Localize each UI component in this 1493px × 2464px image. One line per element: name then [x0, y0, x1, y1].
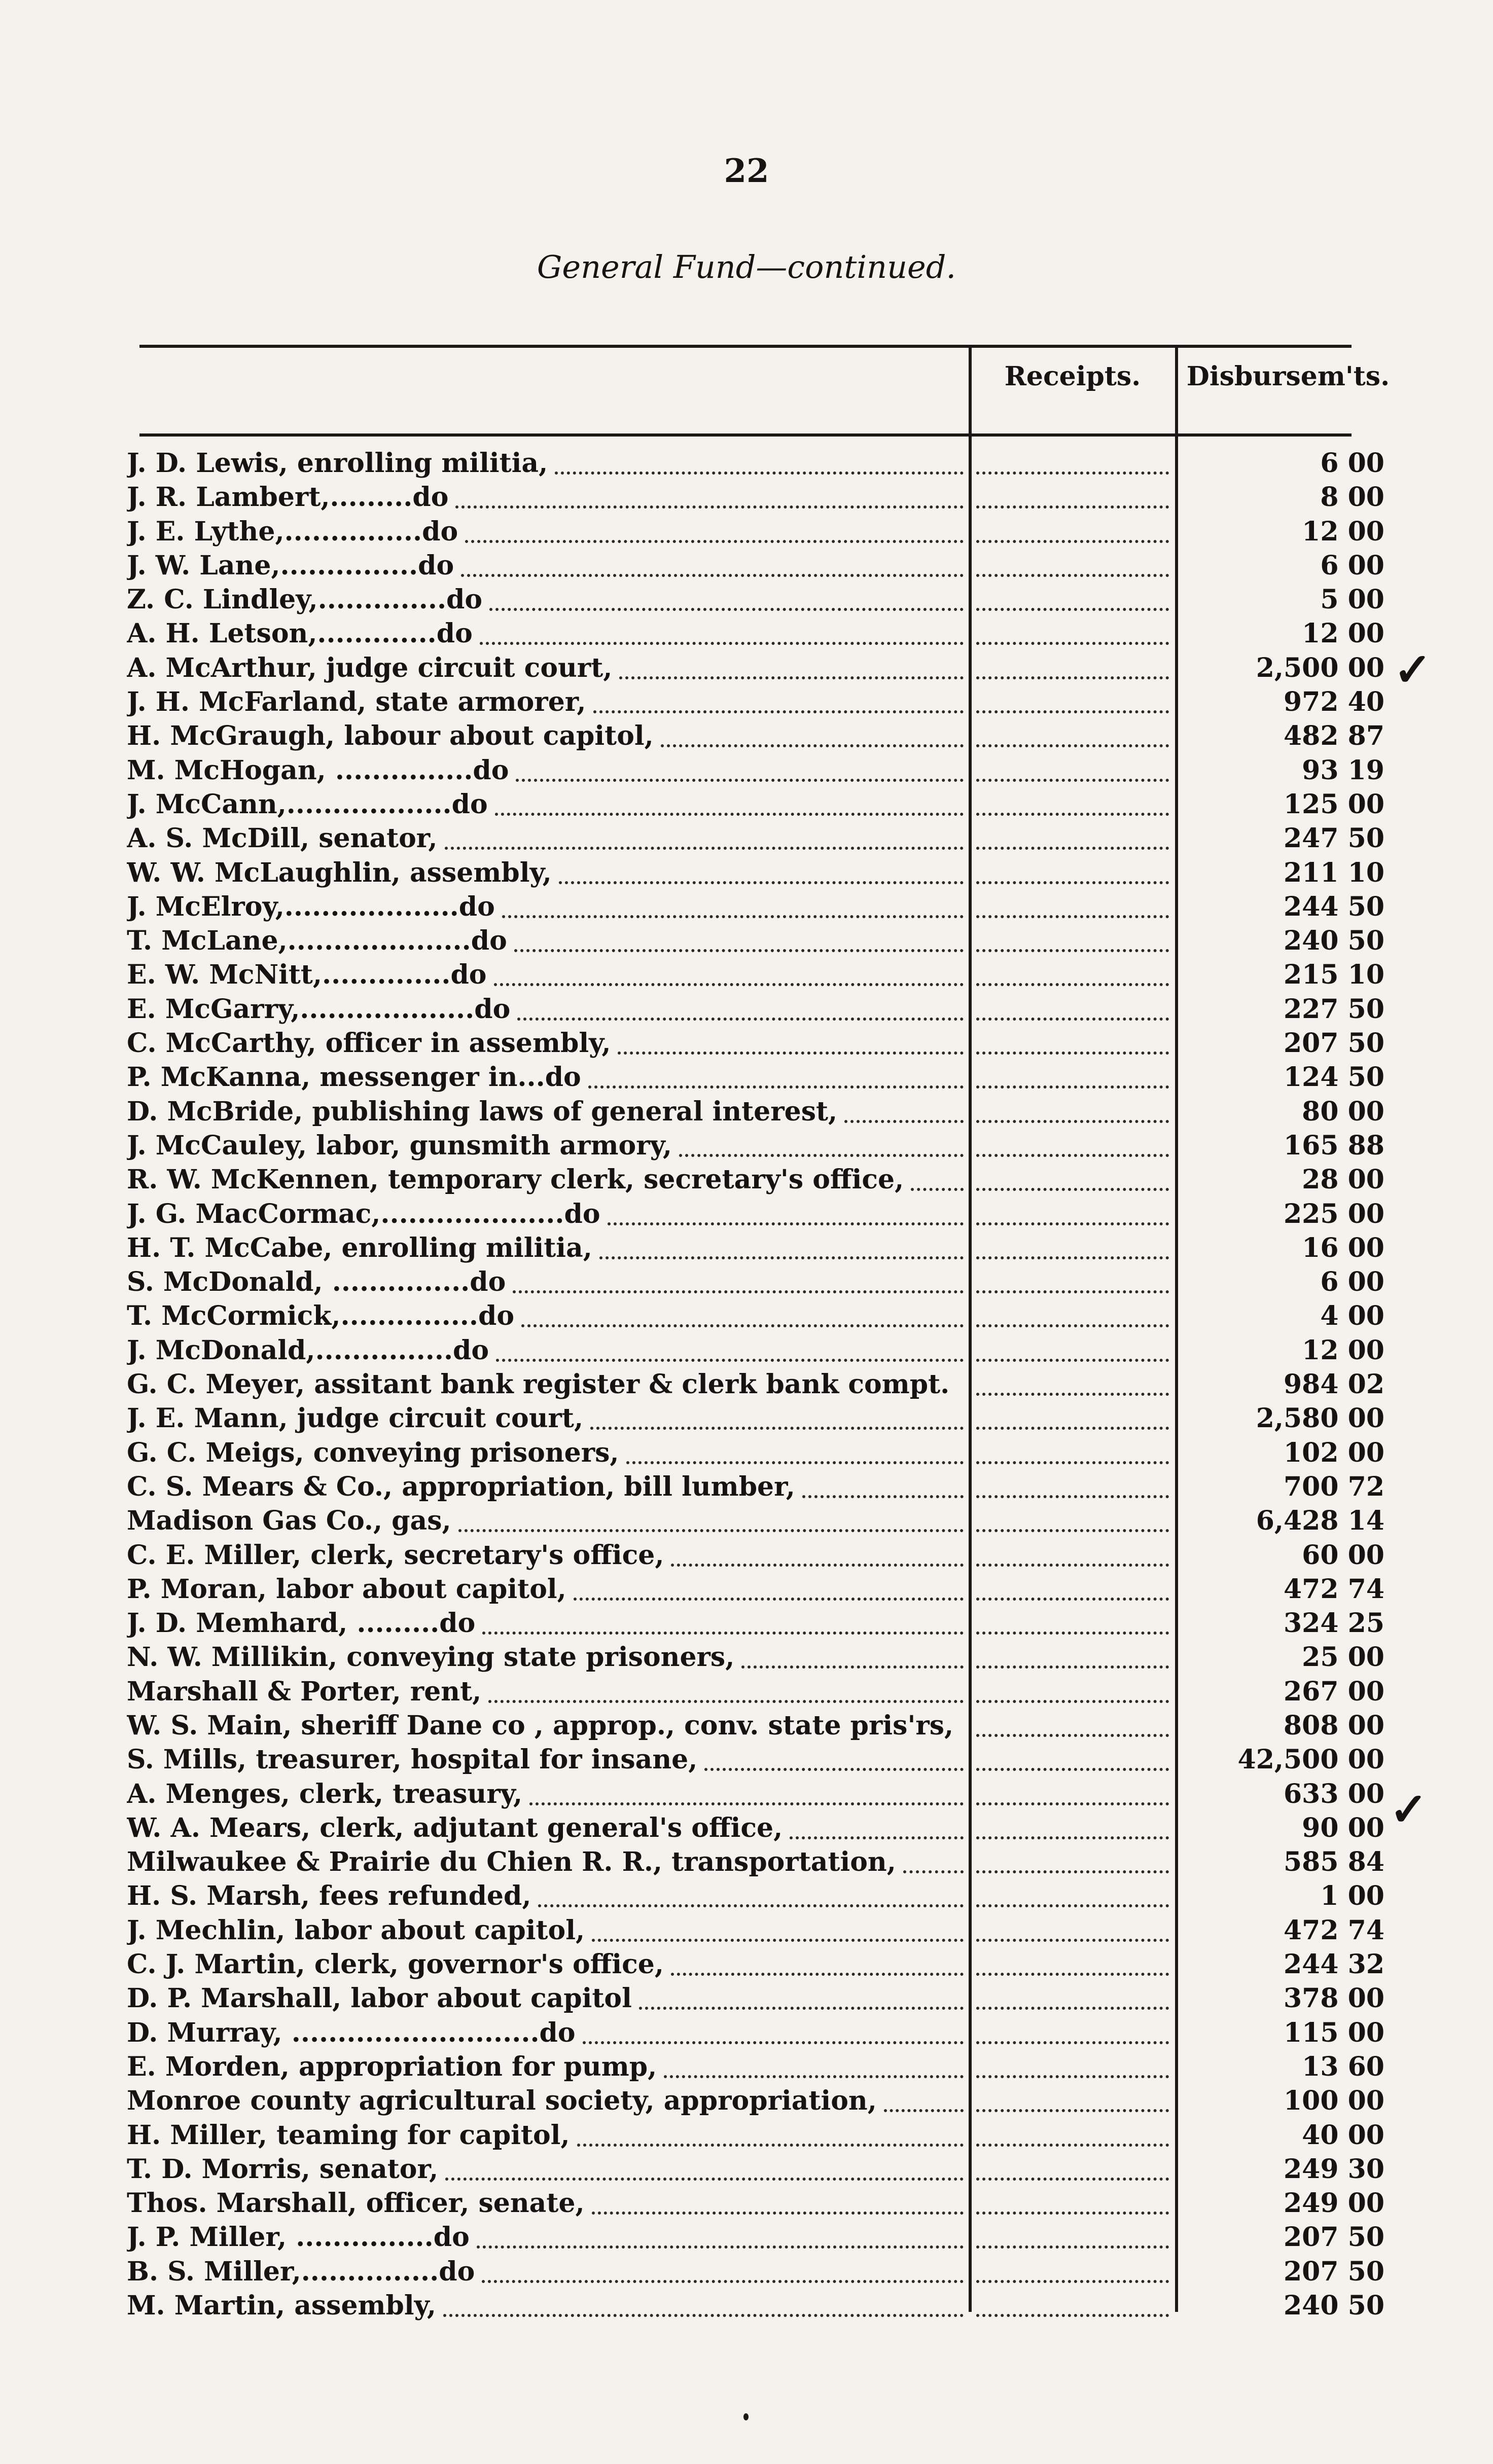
- row-description-text: E. McGarry,...................do: [127, 993, 511, 1025]
- row-description-text: N. W. Millikin, conveying state prisoners,: [127, 1642, 735, 1673]
- row-amount: 2,500 00: [1256, 652, 1384, 683]
- receipts-leader: [976, 1802, 1169, 1805]
- description-leader: [619, 676, 964, 679]
- row-amount: 225 00: [1283, 1198, 1384, 1229]
- receipts-leader: [976, 1939, 1169, 1942]
- table-row: [0, 924, 1493, 958]
- table-row: [0, 685, 1493, 719]
- description-leader: [884, 2109, 964, 2112]
- table-row: [0, 1231, 1493, 1265]
- table-top-rule: [139, 345, 1352, 348]
- row-amount: 972 40: [1283, 686, 1384, 718]
- receipts-leader: [976, 983, 1169, 986]
- table-row: [0, 1436, 1493, 1470]
- description-leader: [445, 847, 964, 850]
- row-description-text: T. D. Morris, senator,: [127, 2153, 439, 2185]
- description-leader: [445, 2178, 964, 2181]
- row-description-text: T. McLane,....................do: [127, 925, 507, 957]
- row-description-text: W. W. McLaughlin, assembly,: [127, 857, 552, 888]
- row-amount: 247 50: [1283, 823, 1384, 854]
- row-amount: 28 00: [1302, 1164, 1384, 1195]
- description-leader: [521, 1324, 964, 1327]
- row-description-text: H. Miller, teaming for capitol,: [127, 2119, 570, 2151]
- receipts-leader: [976, 1188, 1169, 1191]
- row-amount: 267 00: [1283, 1676, 1384, 1707]
- row-amount: 124 50: [1283, 1062, 1384, 1093]
- row-amount: 40 00: [1302, 2119, 1384, 2151]
- table-row: [0, 856, 1493, 890]
- receipts-leader: [976, 2144, 1169, 2147]
- row-amount: 984 02: [1283, 1369, 1384, 1400]
- table-row: [0, 719, 1493, 753]
- receipts-leader: [976, 779, 1169, 782]
- row-description-text: A. H. Letson,.............do: [127, 618, 473, 649]
- table-row: [0, 1913, 1493, 1947]
- table-row: [0, 2289, 1493, 2323]
- receipts-leader: [976, 1359, 1169, 1362]
- row-description-text: J. P. Miller, ...............do: [127, 2222, 470, 2253]
- receipts-leader: [976, 1290, 1169, 1293]
- row-amount: 6 00: [1320, 550, 1384, 581]
- description-leader: [514, 949, 964, 952]
- row-description-text: D. Murray, ...........................do: [127, 2017, 576, 2048]
- row-amount: 12 00: [1302, 618, 1384, 649]
- table-row: [0, 787, 1493, 821]
- row-description-text: G. C. Meigs, conveying prisoners,: [127, 1437, 619, 1468]
- description-leader: [458, 1529, 964, 1532]
- receipts-leader: [976, 1529, 1169, 1532]
- table-row: [0, 446, 1493, 480]
- row-description-text: B. S. Miller,...............do: [127, 2256, 475, 2287]
- row-amount: 125 00: [1283, 788, 1384, 820]
- table-row: [0, 583, 1493, 617]
- table-row: [0, 890, 1493, 924]
- receipts-leader: [976, 710, 1169, 713]
- row-description-text: J. E. Lythe,...............do: [127, 516, 458, 547]
- description-leader: [461, 574, 964, 577]
- description-leader: [455, 505, 964, 509]
- page-number: 22: [724, 152, 769, 190]
- receipts-leader: [976, 608, 1169, 611]
- table-row: [0, 1947, 1493, 1981]
- description-leader: [574, 1598, 964, 1601]
- table-row: [0, 1538, 1493, 1572]
- receipts-leader: [976, 1052, 1169, 1055]
- table-row: [0, 2220, 1493, 2254]
- description-leader: [502, 915, 964, 918]
- row-description-text: P. McKanna, messenger in...do: [127, 1062, 581, 1093]
- row-description-text: W. S. Main, sheriff Dane co , approp., conv. state pris'rs,: [127, 1710, 954, 1741]
- table-row: [0, 1026, 1493, 1060]
- table-row: [0, 2050, 1493, 2084]
- row-amount: 42,500 00: [1237, 1744, 1384, 1775]
- row-description-text: A. S. McDill, senator,: [127, 823, 438, 854]
- receipts-leader: [976, 2280, 1169, 2283]
- row-description-text: J. W. Lane,...............do: [127, 550, 454, 581]
- row-amount: 16 00: [1302, 1232, 1384, 1263]
- description-leader: [903, 1870, 964, 1873]
- row-description-text: A. Menges, clerk, treasury,: [127, 1778, 523, 1809]
- description-leader: [592, 1939, 964, 1942]
- description-leader: [671, 1973, 964, 1976]
- row-description-text: Monroe county agricultural society, appropriation,: [127, 2085, 877, 2117]
- row-description-text: G. C. Meyer, assitant bank register & clerk bank compt.: [127, 1369, 950, 1400]
- table-row: [0, 515, 1493, 549]
- receipts-leader: [976, 505, 1169, 509]
- receipts-leader: [976, 1870, 1169, 1873]
- table-row: [0, 1743, 1493, 1777]
- description-leader: [480, 642, 964, 645]
- row-description-text: W. A. Mears, clerk, adjutant general's office,: [127, 1812, 783, 1843]
- receipts-leader: [976, 1665, 1169, 1669]
- ledger-rows: [0, 446, 1493, 2323]
- description-leader: [488, 1700, 964, 1703]
- row-description-text: C. McCarthy, officer in assembly,: [127, 1028, 611, 1059]
- row-amount: 5 00: [1320, 584, 1384, 615]
- row-description-text: Madison Gas Co., gas,: [127, 1505, 451, 1537]
- description-leader: [790, 1836, 964, 1839]
- receipts-leader: [976, 1495, 1169, 1498]
- receipts-leader: [976, 2075, 1169, 2078]
- receipts-leader: [976, 1427, 1169, 1430]
- receipts-leader: [976, 1120, 1169, 1123]
- receipts-leader: [976, 1836, 1169, 1839]
- table-row: [0, 2118, 1493, 2152]
- row-amount: 8 00: [1320, 482, 1384, 513]
- row-amount: 808 00: [1283, 1710, 1384, 1741]
- row-description-text: S. McDonald, ...............do: [127, 1266, 506, 1298]
- receipts-leader: [976, 2109, 1169, 2112]
- description-leader: [679, 1154, 964, 1157]
- table-row: [0, 1879, 1493, 1913]
- row-amount: 1 00: [1320, 1880, 1384, 1912]
- row-amount: 585 84: [1283, 1846, 1384, 1878]
- description-leader: [911, 1188, 964, 1191]
- description-leader: [664, 2075, 964, 2078]
- table-row: [0, 2255, 1493, 2289]
- row-description-text: Z. C. Lindley,..............do: [127, 584, 483, 615]
- table-row: [0, 1845, 1493, 1879]
- row-description-text: Thos. Marshall, officer, senate,: [127, 2188, 585, 2219]
- receipts-leader: [976, 642, 1169, 645]
- row-amount: 240 50: [1283, 925, 1384, 957]
- row-description-text: J. E. Mann, judge circuit court,: [127, 1403, 584, 1434]
- row-description-text: Marshall & Porter, rent,: [127, 1676, 482, 1707]
- table-row: [0, 1777, 1493, 1811]
- table-row: [0, 753, 1493, 787]
- table-row: [0, 958, 1493, 992]
- row-amount: 324 25: [1283, 1608, 1384, 1639]
- description-leader: [516, 779, 964, 782]
- description-leader: [517, 1018, 964, 1021]
- table-row: [0, 1299, 1493, 1333]
- table-row: [0, 992, 1493, 1026]
- receipts-leader: [976, 1393, 1169, 1396]
- row-description-text: J. McDonald,...............do: [127, 1334, 489, 1366]
- description-leader: [590, 1427, 964, 1430]
- row-description-text: J. McCauley, labor, gunsmith armory,: [127, 1130, 672, 1161]
- description-leader: [482, 1632, 964, 1635]
- row-description-text: M. McHogan, ...............do: [127, 754, 509, 786]
- receipts-leader: [976, 2041, 1169, 2044]
- receipts-leader: [976, 813, 1169, 816]
- receipts-leader: [976, 2212, 1169, 2215]
- row-amount: 211 10: [1283, 857, 1384, 888]
- row-amount: 115 00: [1283, 2017, 1384, 2048]
- receipts-leader: [976, 540, 1169, 543]
- description-leader: [802, 1495, 964, 1498]
- table-row: [0, 821, 1493, 855]
- description-leader: [844, 1120, 964, 1123]
- receipts-leader: [976, 847, 1169, 850]
- receipts-leader: [976, 1700, 1169, 1703]
- table-row: [0, 1606, 1493, 1640]
- receipts-leader: [976, 2178, 1169, 2181]
- receipts-leader: [976, 1256, 1169, 1259]
- row-amount: 12 00: [1302, 516, 1384, 547]
- row-amount: 25 00: [1302, 1642, 1384, 1673]
- row-description-text: C. J. Martin, clerk, governor's office,: [127, 1949, 664, 1980]
- description-leader: [599, 1256, 964, 1259]
- description-leader: [513, 1290, 964, 1293]
- description-leader: [482, 2280, 964, 2283]
- table-row: [0, 1333, 1493, 1367]
- row-description-text: P. Moran, labor about capitol,: [127, 1573, 566, 1605]
- row-amount: 244 32: [1283, 1949, 1384, 1980]
- row-amount: 207 50: [1283, 1028, 1384, 1059]
- table-row: [0, 651, 1493, 685]
- row-amount: 100 00: [1283, 2085, 1384, 2117]
- description-leader: [538, 1904, 964, 1907]
- row-amount: 6 00: [1320, 1266, 1384, 1298]
- row-description-text: Milwaukee & Prairie du Chien R. R., transportation,: [127, 1846, 896, 1878]
- table-row: [0, 2084, 1493, 2118]
- description-leader: [583, 2041, 964, 2044]
- receipts-leader: [976, 1598, 1169, 1601]
- table-row: [0, 1981, 1493, 2015]
- description-leader: [741, 1665, 964, 1669]
- receipts-leader: [976, 1461, 1169, 1464]
- table-row: [0, 1470, 1493, 1504]
- table-row: [0, 2016, 1493, 2050]
- receipts-leader: [976, 1085, 1169, 1089]
- receipts-leader: [976, 949, 1169, 952]
- table-row: [0, 1572, 1493, 1606]
- table-row: [0, 617, 1493, 650]
- row-description-text: H. McGraugh, labour about capitol,: [127, 720, 654, 752]
- row-description-text: R. W. McKennen, temporary clerk, secretary's office,: [127, 1164, 904, 1195]
- receipts-leader: [976, 744, 1169, 747]
- row-amount: 12 00: [1302, 1334, 1384, 1366]
- description-leader: [671, 1564, 964, 1567]
- receipts-leader: [976, 1973, 1169, 1976]
- description-leader: [477, 2245, 964, 2249]
- table-header-rule: [139, 433, 1352, 437]
- description-leader: [577, 2144, 964, 2147]
- receipts-leader: [976, 1564, 1169, 1567]
- row-amount: 2,580 00: [1256, 1403, 1384, 1434]
- row-description-text: D. McBride, publishing laws of general interest,: [127, 1096, 838, 1127]
- description-leader: [592, 2212, 964, 2215]
- row-amount: 102 00: [1283, 1437, 1384, 1468]
- description-leader: [618, 1052, 964, 1055]
- table-row: [0, 1504, 1493, 1538]
- description-leader: [593, 710, 964, 713]
- row-description-text: J. D. Memhard, .........do: [127, 1608, 476, 1639]
- receipts-column-header: Receipts.: [1004, 361, 1141, 392]
- table-row: [0, 1640, 1493, 1674]
- description-leader: [704, 1768, 964, 1771]
- page-title: General Fund—continued.: [537, 248, 956, 285]
- receipts-leader: [976, 1632, 1169, 1635]
- row-amount: 6 00: [1320, 448, 1384, 479]
- description-leader: [555, 472, 964, 475]
- table-row: [0, 2186, 1493, 2220]
- row-description-text: J. R. Lambert,.........do: [127, 482, 449, 513]
- check-mark: ✓: [1394, 643, 1432, 697]
- table-row: [0, 1367, 1493, 1401]
- row-description-text: E. W. McNitt,..............do: [127, 959, 487, 991]
- table-row: [0, 1675, 1493, 1709]
- row-amount: 93 19: [1302, 754, 1384, 786]
- row-description-text: J. McCann,..................do: [127, 788, 488, 820]
- receipts-leader: [976, 1222, 1169, 1225]
- row-description-text: J. McElroy,...................do: [127, 891, 495, 922]
- row-amount: 90 00: [1302, 1812, 1384, 1843]
- row-description-text: T. McCormick,...............do: [127, 1300, 515, 1332]
- table-row: [0, 1129, 1493, 1163]
- receipts-leader: [976, 676, 1169, 679]
- row-description-text: J. D. Lewis, enrolling militia,: [127, 448, 548, 479]
- row-description-text: S. Mills, treasurer, hospital for insane,: [127, 1744, 698, 1775]
- description-leader: [559, 881, 964, 884]
- row-description-text: J. G. MacCormac,....................do: [127, 1198, 600, 1229]
- table-row: [0, 1163, 1493, 1197]
- row-amount: 80 00: [1302, 1096, 1384, 1127]
- receipts-leader: [976, 1324, 1169, 1327]
- row-amount: 240 50: [1283, 2290, 1384, 2322]
- table-row: [0, 1095, 1493, 1129]
- row-description-text: H. T. McCabe, enrolling militia,: [127, 1232, 592, 1263]
- row-amount: 378 00: [1283, 1983, 1384, 2014]
- row-amount: 13 60: [1302, 2051, 1384, 2082]
- row-amount: 4 00: [1320, 1300, 1384, 1332]
- description-leader: [608, 1222, 964, 1225]
- row-description-text: E. Morden, appropriation for pump,: [127, 2051, 657, 2082]
- description-leader: [494, 983, 964, 986]
- receipts-leader: [976, 2314, 1169, 2317]
- receipts-leader: [976, 1904, 1169, 1907]
- receipts-leader: [976, 915, 1169, 918]
- row-description-text: D. P. Marshall, labor about capitol: [127, 1983, 632, 2014]
- row-amount: 472 74: [1283, 1573, 1384, 1605]
- row-amount: 227 50: [1283, 993, 1384, 1025]
- row-amount: 633 00: [1283, 1778, 1384, 1809]
- row-amount: 244 50: [1283, 891, 1384, 922]
- row-description-text: A. McArthur, judge circuit court,: [127, 652, 613, 683]
- receipts-leader: [976, 2245, 1169, 2249]
- row-amount: 482 87: [1283, 720, 1384, 752]
- row-description-text: C. S. Mears & Co., appropriation, bill lumber,: [127, 1471, 795, 1502]
- table-row: [0, 480, 1493, 514]
- row-amount: 700 72: [1283, 1471, 1384, 1502]
- row-amount: 472 74: [1283, 1914, 1384, 1946]
- description-leader: [465, 540, 964, 543]
- row-description-text: M. Martin, assembly,: [127, 2290, 437, 2322]
- row-description-text: C. E. Miller, clerk, secretary's office,: [127, 1539, 664, 1571]
- receipts-leader: [976, 1734, 1169, 1737]
- table-row: [0, 1060, 1493, 1094]
- table-row: [0, 549, 1493, 583]
- table-row: [0, 2152, 1493, 2186]
- row-amount: 207 50: [1283, 2256, 1384, 2287]
- disbursements-column-header: Disbursem'ts.: [1186, 361, 1390, 392]
- description-leader: [489, 608, 964, 611]
- row-description-text: H. S. Marsh, fees refunded,: [127, 1880, 531, 1912]
- receipts-leader: [976, 881, 1169, 884]
- row-amount: 249 00: [1283, 2188, 1384, 2219]
- row-amount: 215 10: [1283, 959, 1384, 991]
- description-leader: [496, 1359, 964, 1362]
- receipts-leader: [976, 1768, 1169, 1771]
- description-leader: [529, 1802, 964, 1805]
- receipts-leader: [976, 2007, 1169, 2010]
- description-leader: [626, 1461, 964, 1464]
- row-amount: 6,428 14: [1256, 1505, 1384, 1537]
- row-amount: 165 88: [1283, 1130, 1384, 1161]
- description-leader: [443, 2314, 964, 2317]
- receipts-leader: [976, 574, 1169, 577]
- table-row: [0, 1401, 1493, 1435]
- table-row: [0, 1709, 1493, 1743]
- description-leader: [495, 813, 964, 816]
- receipts-leader: [976, 1018, 1169, 1021]
- table-row: [0, 1265, 1493, 1299]
- receipts-leader: [976, 1154, 1169, 1157]
- row-amount: 249 30: [1283, 2153, 1384, 2185]
- row-description-text: J. H. McFarland, state armorer,: [127, 686, 586, 718]
- row-amount: 60 00: [1302, 1539, 1384, 1571]
- description-leader: [588, 1085, 964, 1089]
- receipts-leader: [976, 472, 1169, 475]
- check-mark: ✓: [1390, 1783, 1428, 1836]
- page-mark: [743, 2413, 749, 2420]
- table-row: [0, 1811, 1493, 1845]
- row-amount: 207 50: [1283, 2222, 1384, 2253]
- table-row: [0, 1197, 1493, 1231]
- row-description-text: J. Mechlin, labor about capitol,: [127, 1914, 585, 1946]
- description-leader: [639, 2007, 964, 2010]
- description-leader: [661, 744, 964, 747]
